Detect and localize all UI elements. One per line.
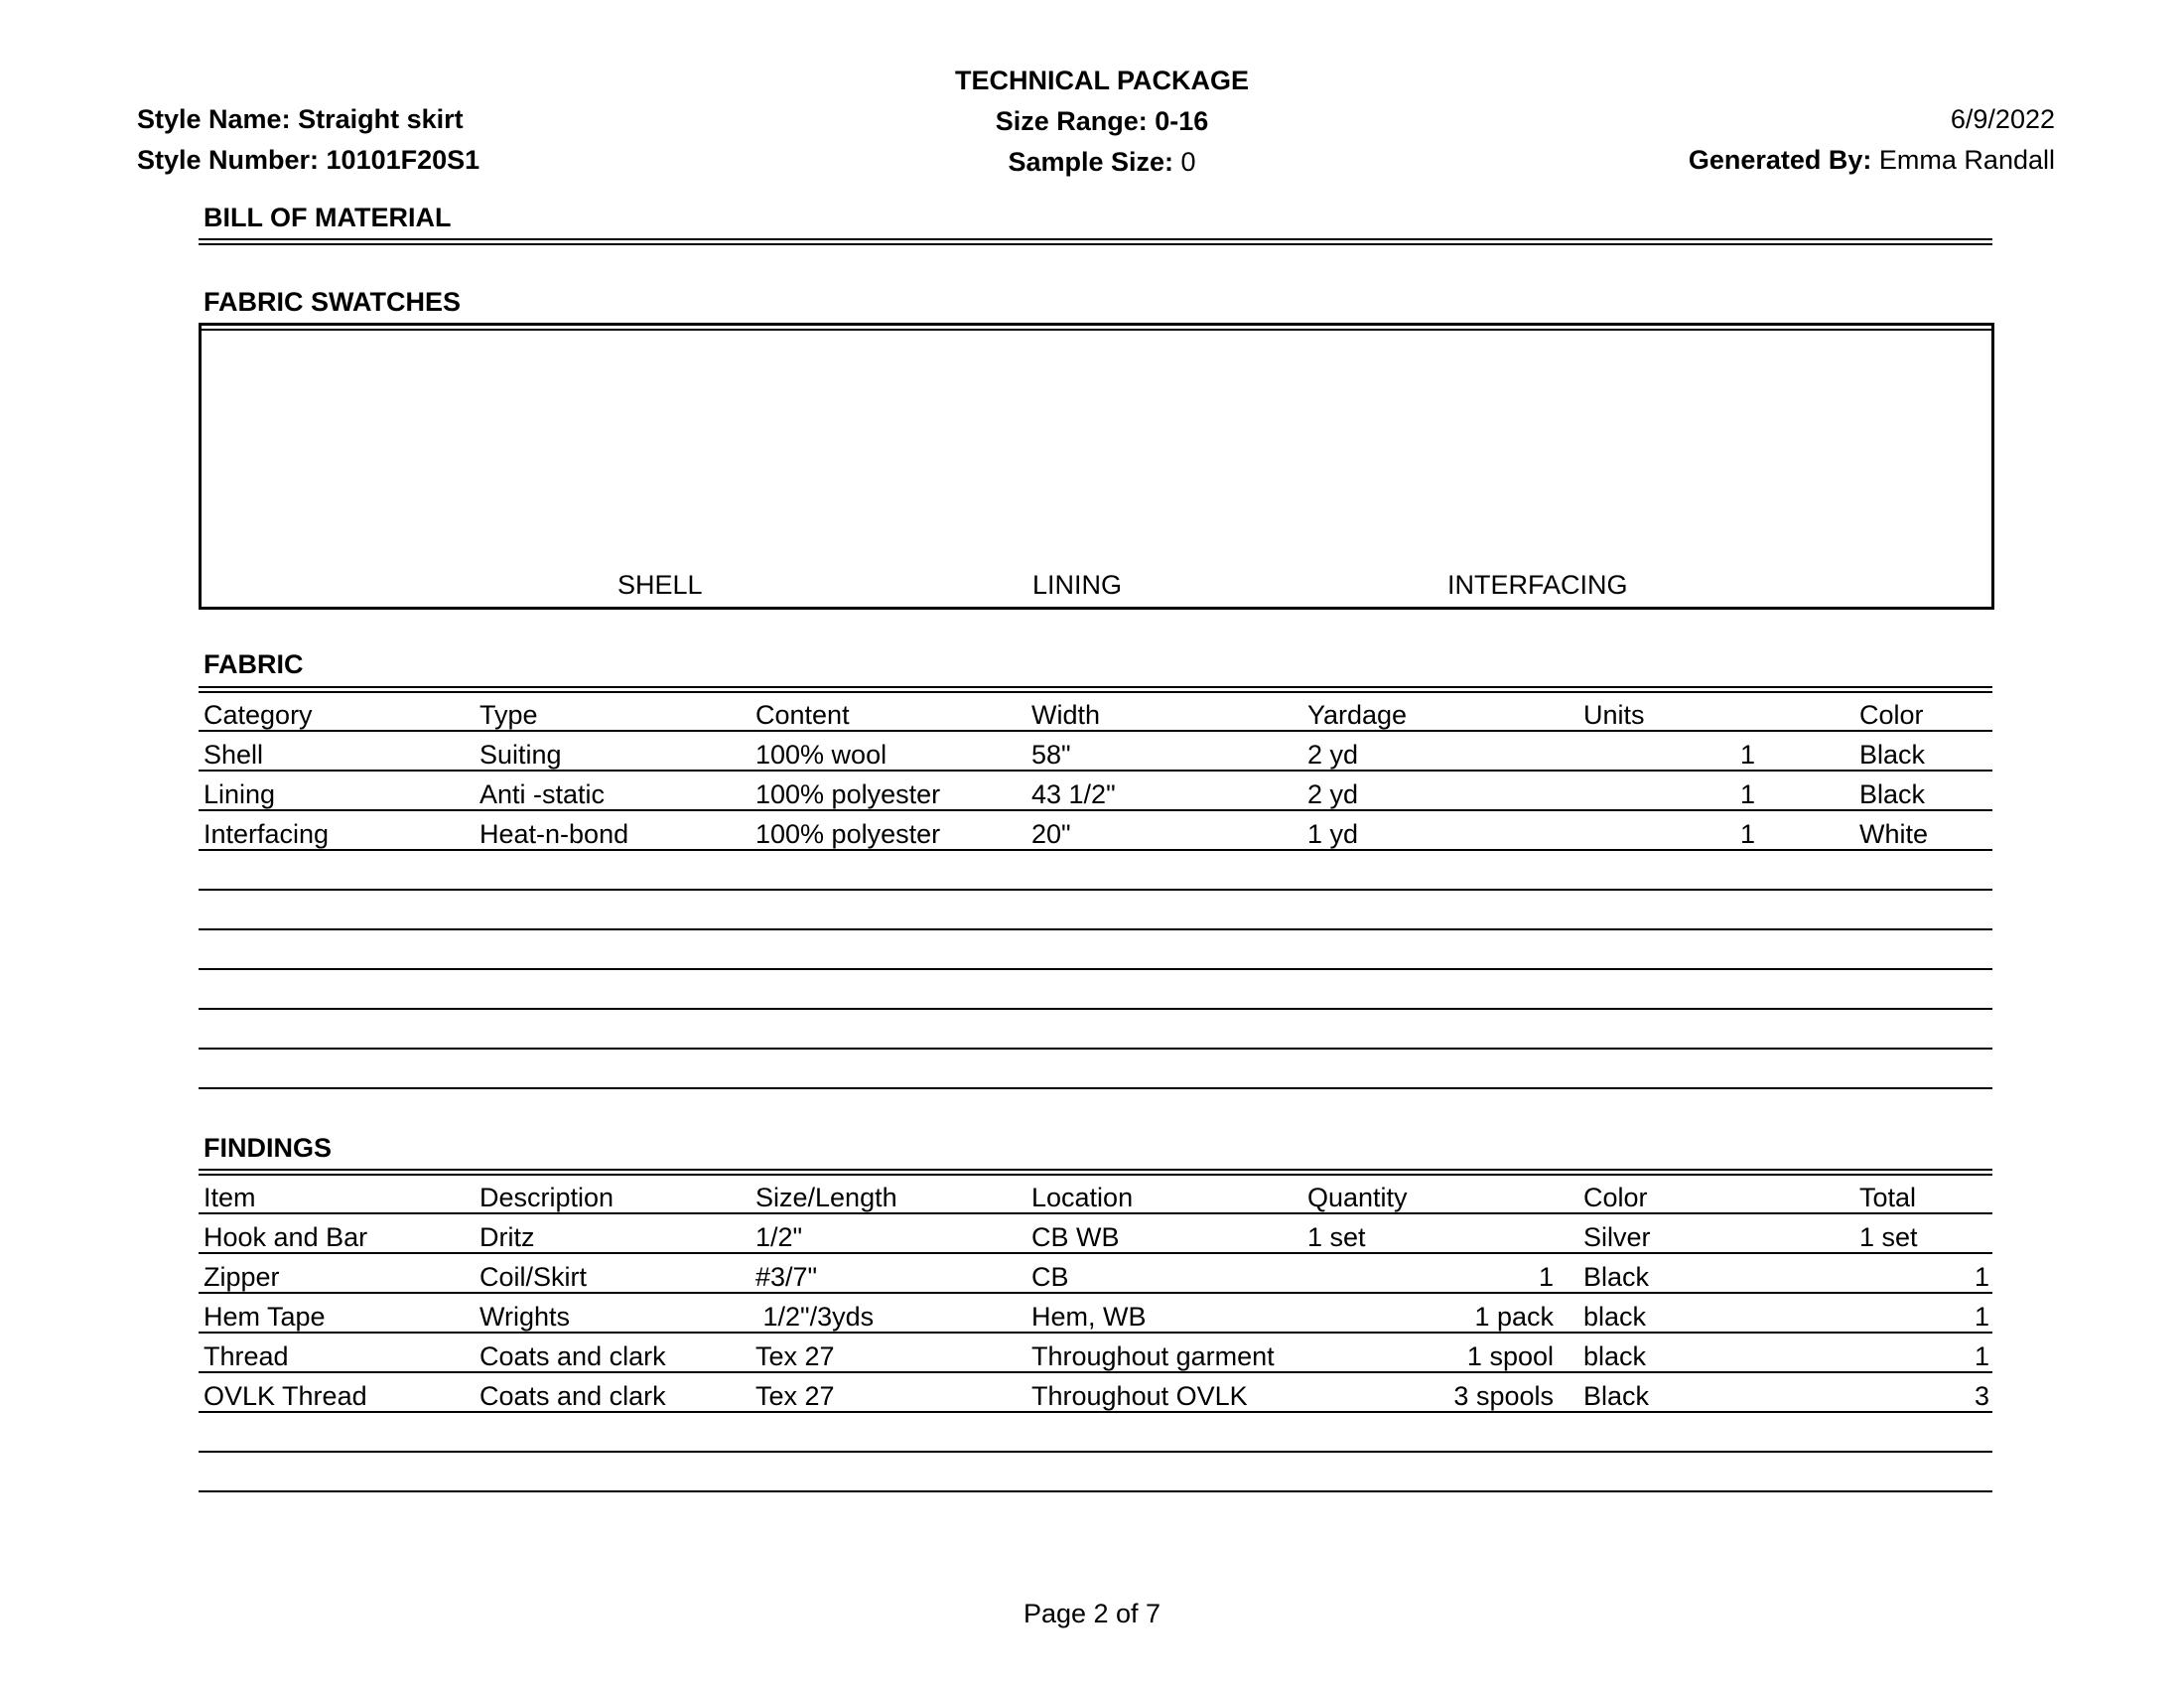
table-cell: 1	[1578, 771, 1854, 810]
table-row	[199, 771, 1992, 810]
table-cell: 1	[1854, 1253, 1992, 1293]
table-cell: Coil/Skirt	[475, 1253, 751, 1293]
table-cell: Dritz	[475, 1213, 751, 1253]
table-row	[199, 1372, 1992, 1412]
column-header: Total	[1854, 1175, 1992, 1213]
table-cell: Hook and Bar	[199, 1213, 475, 1253]
document-date: 6/9/2022	[1950, 104, 2055, 134]
header-center	[794, 61, 1410, 183]
table-cell: Silver	[1578, 1213, 1854, 1253]
column-header: Location	[1026, 1175, 1302, 1213]
sample-size-label: Sample Size:	[1008, 147, 1173, 177]
table-cell: 58"	[1026, 731, 1302, 771]
table-cell: 1 pack	[1302, 1293, 1578, 1333]
swatch-label-shell: SHELL	[617, 570, 703, 600]
table-cell: Coats and clark	[475, 1333, 751, 1372]
generated-by-value: Emma Randall	[1878, 145, 2055, 175]
table-cell: Tex 27	[751, 1372, 1026, 1412]
size-range: Size Range: 0-16	[995, 106, 1209, 136]
table-cell: 1 set	[1302, 1213, 1578, 1253]
bill-of-material-rule	[199, 238, 1992, 245]
empty-row	[199, 969, 1992, 1009]
fabric-swatches-rule	[199, 329, 1992, 331]
table-cell: 1	[1854, 1333, 1992, 1372]
table-row	[199, 1333, 1992, 1372]
table-cell: Interfacing	[199, 810, 475, 850]
table-cell: 100% polyester	[751, 771, 1026, 810]
style-name: Style Name: Straight skirt	[137, 104, 464, 134]
table-cell: 2 yd	[1302, 731, 1578, 771]
empty-row	[199, 890, 1992, 929]
table-cell: 1 yd	[1302, 810, 1578, 850]
table-cell: 1	[1302, 1253, 1578, 1293]
table-cell: Black	[1854, 771, 1992, 810]
table-cell: #3/7"	[751, 1253, 1026, 1293]
table-cell: 43 1/2"	[1026, 771, 1302, 810]
fabric-swatches-box	[199, 323, 1994, 610]
findings-table	[199, 1175, 1992, 1492]
generated-by-label: Generated By:	[1688, 145, 1872, 175]
column-header: Color	[1854, 692, 1992, 731]
column-header: Color	[1578, 1175, 1854, 1213]
fabric-table	[199, 692, 1992, 1089]
table-cell: Hem Tape	[199, 1293, 475, 1333]
column-header: Type	[475, 692, 751, 731]
table-cell: Lining	[199, 771, 475, 810]
empty-row	[199, 929, 1992, 969]
column-header: Quantity	[1302, 1175, 1578, 1213]
table-cell: 3	[1854, 1372, 1992, 1412]
table-cell: 20"	[1026, 810, 1302, 850]
table-cell: Throughout garment	[1026, 1333, 1302, 1372]
column-header: Units	[1578, 692, 1854, 731]
table-cell: 100% wool	[751, 731, 1026, 771]
table-row	[199, 731, 1992, 771]
bill-of-material-title: BILL OF MATERIAL	[204, 203, 452, 232]
table-cell: Black	[1578, 1372, 1854, 1412]
empty-row	[199, 1049, 1992, 1088]
document-title: TECHNICAL PACKAGE	[954, 66, 1249, 95]
table-cell: CB	[1026, 1253, 1302, 1293]
column-header: Width	[1026, 692, 1302, 731]
table-cell: 1	[1854, 1293, 1992, 1333]
table-cell: Throughout OVLK	[1026, 1372, 1302, 1412]
table-cell: OVLK Thread	[199, 1372, 475, 1412]
sample-size-value: 0	[1180, 147, 1196, 177]
table-row	[199, 1213, 1992, 1253]
column-header: Description	[475, 1175, 751, 1213]
page-number: Page 2 of 7	[1023, 1599, 1161, 1628]
table-cell: 1 set	[1854, 1213, 1992, 1253]
style-info	[137, 99, 479, 181]
table-cell: 1	[1578, 810, 1854, 850]
table-cell: black	[1578, 1333, 1854, 1372]
table-cell: 3 spools	[1302, 1372, 1578, 1412]
table-cell: Hem, WB	[1026, 1293, 1302, 1333]
table-cell: Suiting	[475, 731, 751, 771]
column-header: Size/Length	[751, 1175, 1026, 1213]
swatch-label-lining: LINING	[1032, 570, 1123, 600]
table-cell: Wrights	[475, 1293, 751, 1333]
fabric-header-row	[199, 692, 1992, 731]
sample-size	[794, 142, 1410, 183]
table-row	[199, 1293, 1992, 1333]
table-cell: Zipper	[199, 1253, 475, 1293]
table-cell: Coats and clark	[475, 1372, 751, 1412]
table-cell: 1	[1578, 731, 1854, 771]
table-cell: black	[1578, 1293, 1854, 1333]
empty-row	[199, 1412, 1992, 1452]
findings-title: FINDINGS	[204, 1133, 333, 1163]
swatch-label-interfacing: INTERFACING	[1447, 570, 1628, 600]
table-cell: Shell	[199, 731, 475, 771]
empty-row	[199, 850, 1992, 890]
table-cell: 1 spool	[1302, 1333, 1578, 1372]
findings-header-row	[199, 1175, 1992, 1213]
empty-row	[199, 1009, 1992, 1049]
table-row	[199, 1253, 1992, 1293]
generated-by	[1689, 140, 2055, 181]
header-right	[1689, 99, 2055, 181]
table-cell: CB WB	[1026, 1213, 1302, 1253]
table-cell: Black	[1578, 1253, 1854, 1293]
table-cell: 100% polyester	[751, 810, 1026, 850]
column-header: Category	[199, 692, 475, 731]
fabric-swatches-title: FABRIC SWATCHES	[204, 287, 462, 317]
table-cell: Black	[1854, 731, 1992, 771]
column-header: Content	[751, 692, 1026, 731]
table-cell: Thread	[199, 1333, 475, 1372]
fabric-title: FABRIC	[204, 649, 304, 679]
table-cell: Heat-n-bond	[475, 810, 751, 850]
column-header: Item	[199, 1175, 475, 1213]
style-number: Style Number: 10101F20S1	[137, 145, 480, 175]
table-cell: 2 yd	[1302, 771, 1578, 810]
empty-row	[199, 1452, 1992, 1491]
table-cell: 1/2"/3yds	[751, 1293, 1026, 1333]
table-cell: Anti -static	[475, 771, 751, 810]
column-header: Yardage	[1302, 692, 1578, 731]
table-cell: White	[1854, 810, 1992, 850]
table-row	[199, 810, 1992, 850]
table-cell: 1/2"	[751, 1213, 1026, 1253]
table-cell: Tex 27	[751, 1333, 1026, 1372]
